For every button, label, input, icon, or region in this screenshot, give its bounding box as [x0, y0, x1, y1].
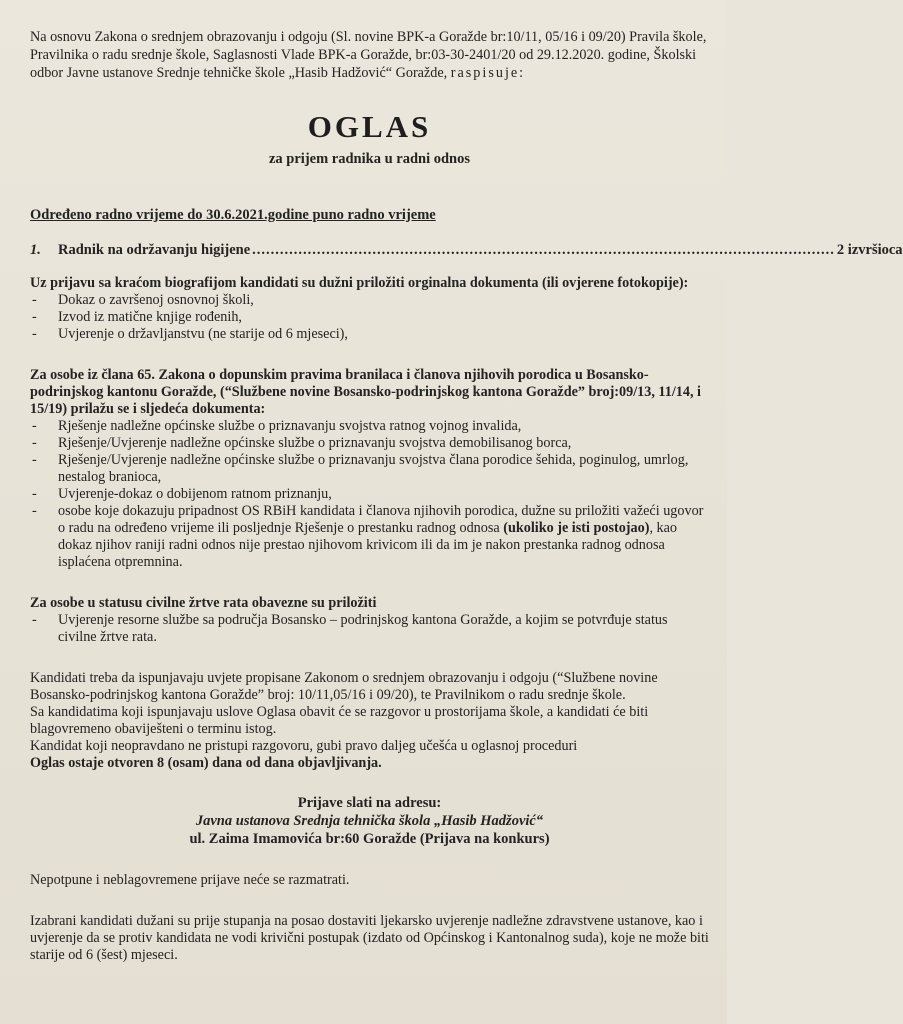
position-name: Radnik na održavanju higijene — [58, 242, 251, 258]
list-item-text: , kao dokaz njihov raniji radni odnos nije prestao njihovom krivicom ili da im je nakon prestanka radnog odnosa isplaćena otpremnina. — [58, 520, 678, 570]
veterans-heading: Za osobe iz člana 65. Zakona o dopunskim pravima branilaca i članova njihovih porodica u Bosansko-podrinjskog kantonu Goražde, (“Službene novine Bosansko-podrinjskog kantona Goražde” broj:09/13, 11/14, i 15/19) prilažu se i sljedeća dokumenta: — [30, 367, 701, 417]
list-item-text: osobe koje dokazuju pripadnost OS RBiH kandidata i članova njihovih porodica, dužne su priložiti važeći ugovor o radu na određeno vrijeme ili posljednje Rješenje o prestanku radnog odnosa — [58, 503, 704, 536]
incomplete-notice: Nepotpune i neblagovremene prijave neće se razmatrati. — [30, 872, 350, 888]
section-heading: Određeno radno vrijeme do 30.6.2021.godine puno radno vrijeme — [30, 207, 436, 223]
documents-list — [30, 292, 709, 343]
conditions-paragraph-1: Kandidati treba da ispunjavaju uvjete propisane Zakonom o srednjem obrazovanju i odgoju (“Službene novine Bosansko-podrinjskog kantona Goražde” broj: 10/11,05/16 i 09/20), te Pravilnikom o radu srednje škole. — [30, 670, 658, 703]
list-item: - Rješenje/Uvjerenje nadležne općinske službe o priznavanju svojstva demobilisanog borca, — [30, 435, 709, 452]
list-item: - Dokaz o završenoj osnovnoj školi, — [30, 292, 709, 309]
intro-paragraph — [30, 28, 709, 82]
documents-heading: Uz prijavu sa kraćom biografijom kandidati su dužni priložiti orginalna dokumenta (ili ovjerene fotokopije): — [30, 275, 689, 291]
position-line — [30, 241, 903, 259]
civil-heading: Za osobe u statusu civilne žrtve rata obavezne su priložiti — [30, 595, 377, 611]
conditions-paragraph-4: Oglas ostaje otvoren 8 (osam) dana od dana objavljivanja. — [30, 755, 382, 771]
address-line-2: ul. Zaima Imamovića br:60 Goražde (Prijava na konkurs) — [189, 831, 550, 847]
address-line-1: Javna ustanova Srednja tehnička škola „Hasib Hadžović“ — [195, 813, 544, 829]
list-item: - Uvjerenje resorne službe sa područja Bosansko – podrinjskog kantona Goražde, a kojim se potvrđuje status civilne žrtve rata. — [30, 612, 709, 646]
position-count: 2 izvršioca — [836, 242, 903, 258]
list-item-bold-text: (ukoliko je isti postojao) — [503, 520, 650, 536]
list-item: - Izvod iz matične knjige rođenih, — [30, 309, 709, 326]
list-item: - Uvjerenje o državljanstvu (ne starije od 6 mjeseci), — [30, 326, 709, 343]
list-item — [30, 503, 709, 571]
veterans-list — [30, 418, 709, 571]
list-item: - Rješenje nadležne općinske službe o priznavanju svojstva ratnog vojnog invalida, — [30, 418, 709, 435]
notice-title: OGLAS — [307, 109, 432, 144]
position-leader-dots: .............................................................................................................................. — [252, 242, 835, 258]
final-paragraph: Izabrani kandidati dužani su prije stupanja na posao dostaviti ljekarsko uvjerenje nadležne zdravstvene ustanove, kao i uvjerenje da se protiv kandidata ne vodi krivični postupak (izdato od Općinskog i Kantonalnog suda), koje ne može biti starije od 6 (šest) mjeseci. — [30, 913, 709, 963]
notice-subtitle: za prijem radnika u radni odnos — [268, 151, 471, 167]
list-item: - Rješenje/Uvjerenje nadležne općinske službe o priznavanju svojstva člana porodice šehida, poginulog, umrlog, nestalog branioca, — [30, 452, 709, 486]
position-number: 1. — [30, 242, 41, 258]
address-heading: Prijave slati na adresu: — [297, 795, 442, 811]
conditions-paragraph-2: Sa kandidatima koji ispunjavaju uslove Oglasa obavit će se razgovor u prostorijama škole, a kandidati će biti blagovremeno obaviješteni o terminu istog. — [30, 704, 649, 737]
intro-text: Na osnovu Zakona o srednjem obrazovanju i odgoju (Sl. novine BPK-a Goražde br:10/11, 05/16 i 09/20) Pravila škole, Pravilnika o radu srednje škole, Saglasnosti Vlade BPK-a Goražde, br:03-30-2401/20 od 29.12.2020. godine, Školski odbor Javne ustanove Srednje tehničke škole „Hasib Hadžović“ Goražde, — [30, 29, 707, 81]
list-item: - Uvjerenje-dokaz o dobijenom ratnom priznanju, — [30, 486, 709, 503]
civil-list — [30, 612, 709, 646]
intro-announces: raspisuje: — [450, 65, 526, 81]
conditions-paragraph-3: Kandidat koji neopravdano ne pristupi razgovoru, gubi pravo daljeg učešća u oglasnoj proceduri — [30, 738, 578, 754]
